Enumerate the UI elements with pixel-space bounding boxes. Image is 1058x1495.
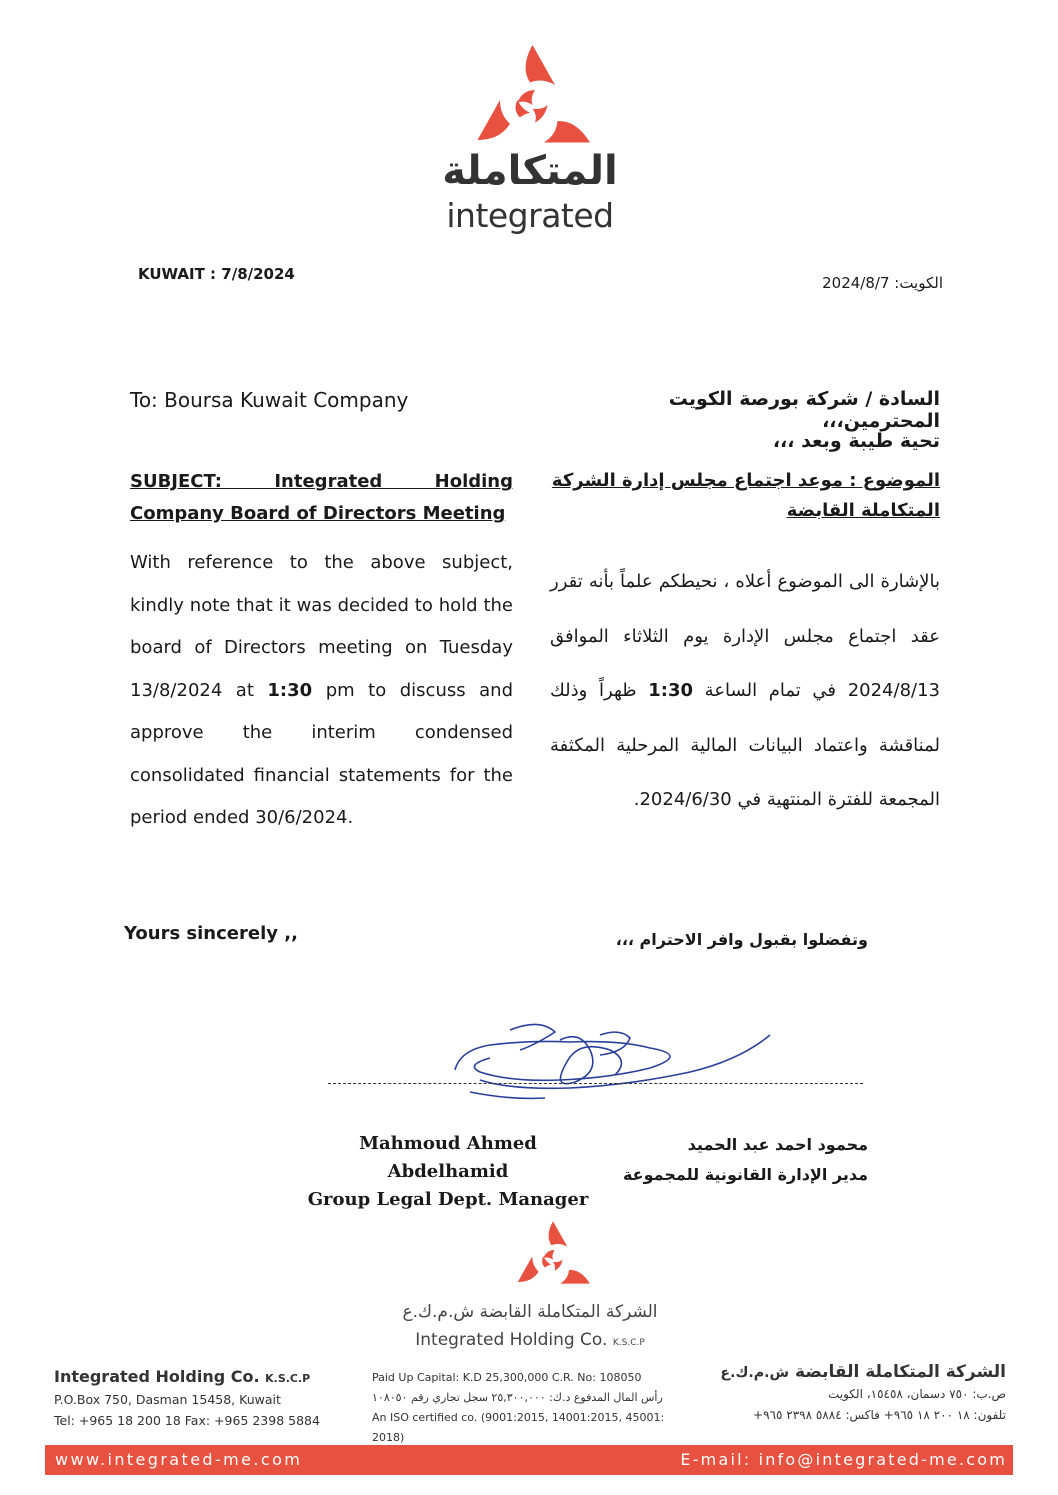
website-link[interactable]: www.integrated-me.com xyxy=(55,1450,303,1469)
recipient-english: To: Boursa Kuwait Company xyxy=(130,388,409,412)
signatory-title-arabic: مدير الإدارة القانونية للمجموعة xyxy=(622,1165,868,1184)
brand-name-arabic: المتكاملة xyxy=(442,148,618,194)
footer-capital-english: Paid Up Capital: K.D 25,300,000 C.R. No: 108050 xyxy=(372,1371,642,1384)
body-arabic: بالإشارة الى الموضوع أعلاه ، نحيطكم علماً بأنه تقرر عقد اجتماع مجلس الإدارة يوم الثلاثاء الموافق 2024/8/13 في تمام الساعة 1:30 ظهراً وذلك لمناقشة واعتماد البيانات المالية المرحلية المكثفة المجمعة للفترة المنتهية في 2024/6/30. xyxy=(550,571,940,810)
footer-phones-arabic: تلفون: ١٨ ٢٠٠ ١٨ ٩٦٥+ فاكس: ٥٨٨٤ ٢٣٩٨ ٩٦٥+ xyxy=(753,1408,1006,1422)
footer-phones-english: Tel: +965 18 200 18 Fax: +965 2398 5884 xyxy=(54,1413,320,1428)
footer-contact-english xyxy=(54,1366,339,1431)
date-english: KUWAIT : 7/8/2024 xyxy=(138,265,295,283)
subject-english: SUBJECT: Integrated Holding Company Board of Directors Meeting xyxy=(130,471,513,524)
footer-brand-arabic: الشركة المتكاملة القابضة ش.م.ك.ع xyxy=(402,1302,658,1322)
subject-arabic: الموضوع : موعد اجتماع مجلس إدارة الشركة المتكاملة القابضة xyxy=(551,470,940,521)
date-arabic: الكويت: 2024/8/7 xyxy=(822,274,943,292)
signatory-name-arabic: محمود احمد عبد الحميد xyxy=(687,1135,868,1154)
footer-bar xyxy=(45,1445,1013,1475)
signatory-title-english: Group Legal Dept. Manager xyxy=(307,1189,589,1210)
footer-brand-english: Integrated Holding Co. K.S.C.P xyxy=(415,1330,645,1350)
signature-line xyxy=(328,1083,863,1084)
handwritten-signature xyxy=(450,1010,780,1105)
closing-arabic: وتفضلوا بقبول وافر الاحترام ،،، xyxy=(615,930,868,949)
email-link[interactable]: E-mail: info@integrated-me.com xyxy=(680,1450,1007,1469)
greeting-arabic: تحية طيبة وبعد ،،، xyxy=(772,430,940,452)
footer-address-english: P.O.Box 750, Dasman 15458, Kuwait xyxy=(54,1392,281,1407)
body-english: With reference to the above subject, kindly note that it was decided to hold the board of Directors meeting on Tuesday 13/8/2024 at 1:30 pm to discuss and approve the interim condensed consolidated financial statements for the period ended 30/6/2024. xyxy=(130,552,513,828)
signatory-name-english: Mahmoud Ahmed Abdelhamid xyxy=(359,1133,537,1182)
integrated-logo-mark-footer xyxy=(513,1218,593,1298)
integrated-logo-mark xyxy=(470,40,595,165)
footer-company-name-arabic: الشركة المتكاملة القابضة ش.م.ك.ع xyxy=(720,1362,1006,1382)
footer-iso: An ISO certified co. (9001:2015, 14001:2015, 45001: 2018) xyxy=(372,1411,665,1444)
recipient-arabic: السادة / شركة بورصة الكويت المحترمين،،، xyxy=(668,388,940,432)
brand-name-english: integrated xyxy=(446,196,614,235)
signatory-english xyxy=(298,1130,598,1214)
footer-capital-arabic: رأس المال المدفوع د.ك: ٢٥,٣٠٠,٠٠٠ سجل تجاري رقم ١٠٨٠٥٠ xyxy=(372,1391,663,1404)
closing-english: Yours sincerely ,, xyxy=(124,923,298,944)
footer-registration xyxy=(372,1368,692,1448)
signatory-arabic xyxy=(608,1130,868,1190)
footer-address-arabic: ص.ب: ٧٥٠ دسمان، ١٥٤٥٨، الكويت xyxy=(827,1387,1006,1401)
footer-company-name-english: Integrated Holding Co. K.S.C.P xyxy=(54,1367,311,1386)
footer-contact-arabic xyxy=(706,1362,1006,1426)
